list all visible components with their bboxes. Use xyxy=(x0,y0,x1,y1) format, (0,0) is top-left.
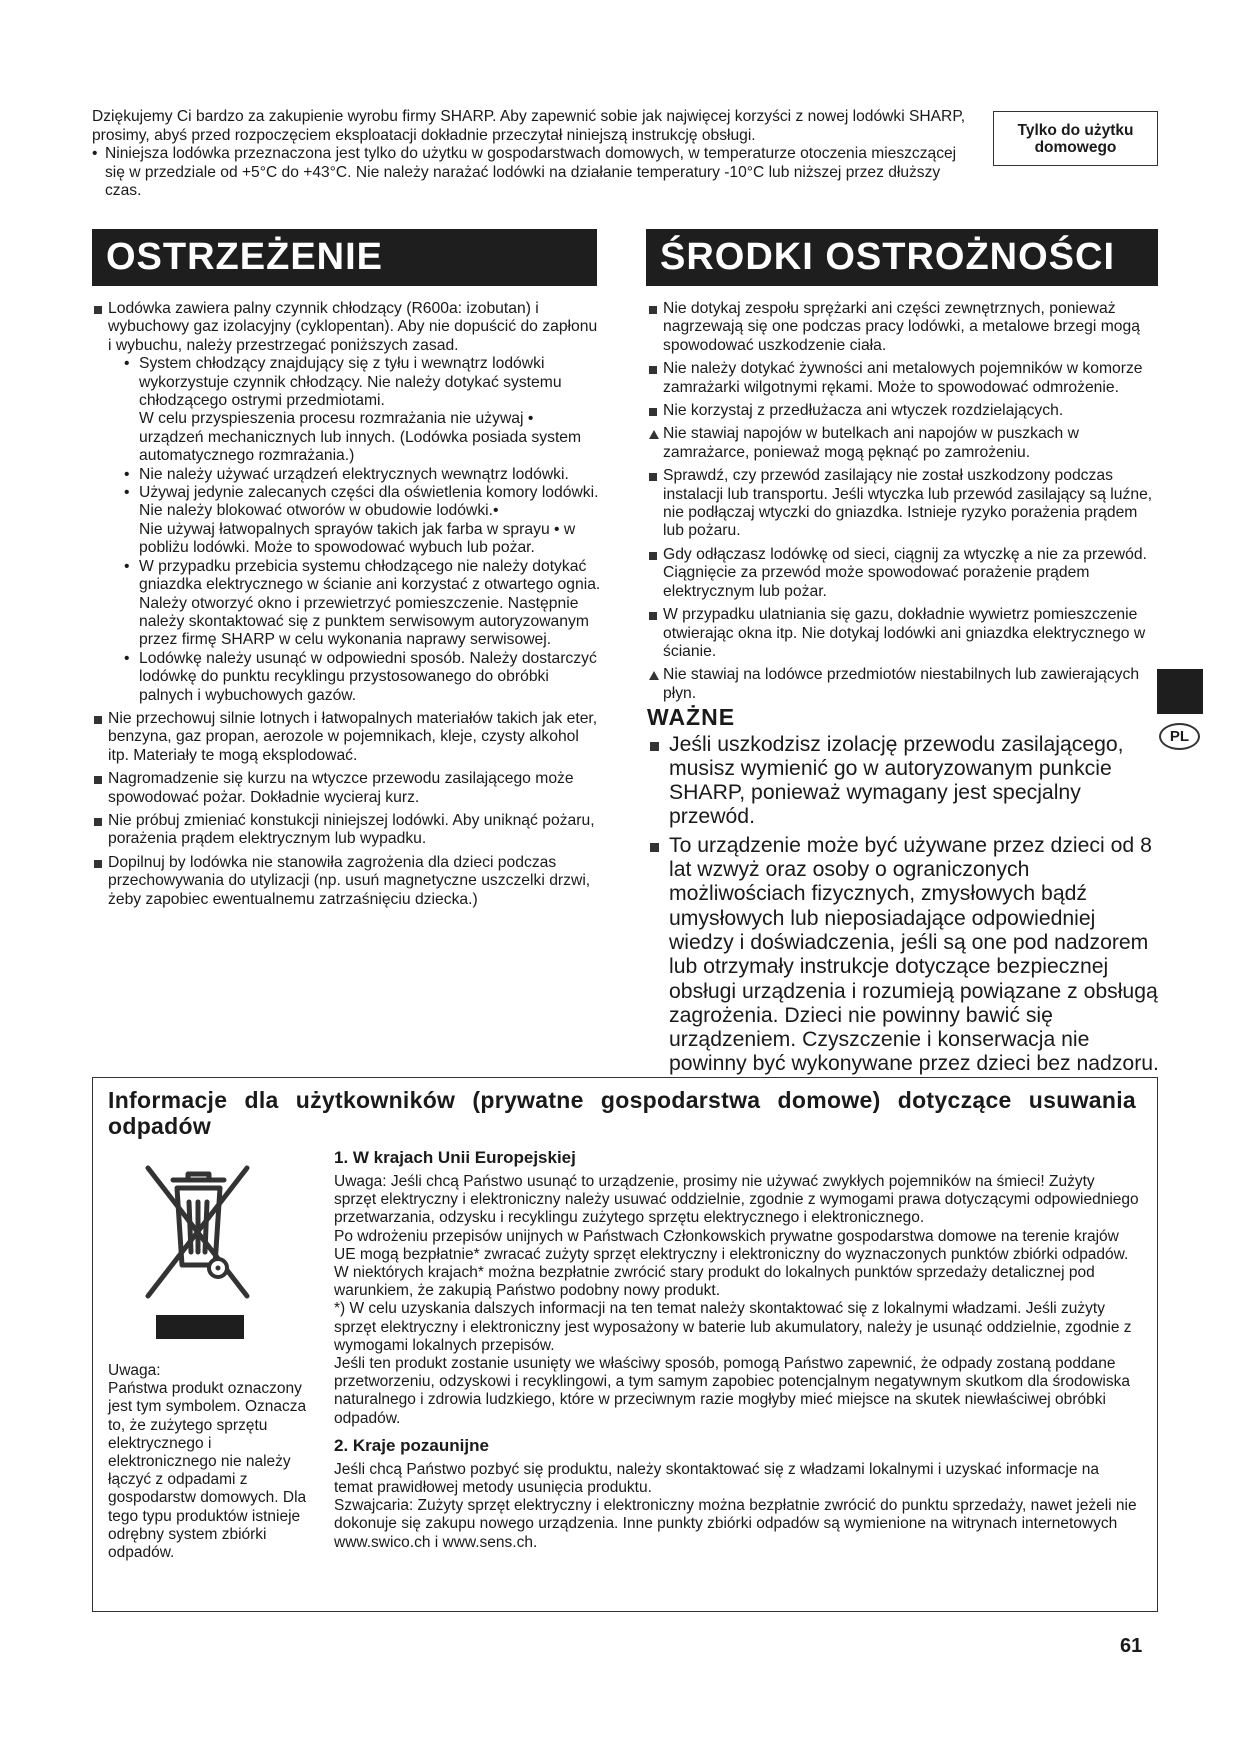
separate-collection-bar xyxy=(156,1315,244,1339)
disposal-note xyxy=(108,1362,313,1562)
warning-item: Dopilnuj by lodówka nie stanowiła zagrożenia dla dzieci podczas przechowywania do utylizacji (np. usuń magnetyczne uszczelki drzwi, żeby zapobiec ewentualnemu zatrzaśnięciu dziecka.) xyxy=(92,854,602,909)
note-title: Uwaga: xyxy=(108,1362,161,1379)
note-text: Państwa produkt oznaczony jest tym symbolem. Oznacza to, że zużytego sprzętu elektrycznego i elektronicznego nie należy łączyć z odpadami z gospodarstw domowych. Dla tego typu produktów istnieje odrębny system zbiórki odpadów. xyxy=(108,1380,307,1562)
important-item: To urządzenie może być używane przez dzieci od 8 lat wzwyż oraz osoby o ograniczonych możliwościach fizycznych, zmysłowych bądź umysłowych lub nieposiadające odpowiedniej wiedzy i doświadczenia, jeśli są one pod nadzorem lub otrzymały instrukcje dotyczące bezpiecznej obsługi urządzenia i rozumieją powiązane z obsługą zagrożenia. Dzieci nie powinny bawić się urządzeniem. Czyszczenie i konserwacja nie powinny być wykonywane przez dzieci bez nadzoru. xyxy=(647,834,1159,1077)
precautions-heading: ŚRODKI OSTROŻNOŚCI xyxy=(646,229,1158,286)
precaution-caution-item: Nie stawiaj napojów w butelkach ani napojów w puszkach w zamrażarce, ponieważ mogą pęknąć po zamrożeniu. xyxy=(647,425,1159,462)
intro-text xyxy=(92,108,972,201)
precaution-item: Nie dotykaj zespołu sprężarki ani części zewnętrznych, ponieważ nagrzewają się one podczas pracy lodówki, a metalowe brzegi mogą spowodować uszkodzenie ciała. xyxy=(647,300,1159,355)
language-tab-marker xyxy=(1157,669,1203,714)
warning-item: Nagromadzenie się kurzu na wtyczce przewodu zasilającego może spowodować pożar. Dokładnie wycieraj kurz. xyxy=(92,770,602,807)
crossed-bin-icon xyxy=(140,1162,255,1304)
warning-subitem: • Lodówkę należy usunąć w odpowiedni sposób. Należy dostarczyć lodówkę do punktu recyklingu przystosowanego do obróbki palnych i wybuchowych gazów. xyxy=(108,650,602,705)
warning-subitem: • W przypadku przebicia systemu chłodzącego nie należy dotykać gniazdka elektrycznego w ścianie ani korzystać z otwartego ognia. Należy otworzyć okno i przewietrzyć pomieszczenie. Następnie należy skontaktować się z punktem serwisowym autoryzowanym przez firmę SHARP w celu wykonania naprawy serwisowej. xyxy=(108,558,602,650)
disposal-paragraph: Uwaga: Jeśli chcą Państwo usunąć to urządzenie, prosimy nie używać zwykłych pojemników na śmieci! Zużyty sprzęt elektryczny i elektroniczny należy usuwać oddzielnie, zgodnie z wymogami prawa dotyczącymi odpowiedniego przetwarzania, odzysku i recyklingu zużytego sprzętu elektrycznego i elektronicznego. xyxy=(334,1173,1139,1227)
precaution-item: Nie korzystaj z przedłużacza ani wtyczek rozdzielających. xyxy=(647,402,1159,420)
warning-subitem: W celu przyspieszenia procesu rozmrażania nie używaj • urządzeń mechanicznych lub innych. (Lodówka posiada system automatycznego rozmrażania.) xyxy=(139,410,582,465)
eu-heading: 1. W krajach Unii Europejskiej xyxy=(334,1148,576,1167)
precaution-item: Nie należy dotykać żywności ani metalowych pojemników w komorze zamrażarki wilgotnymi rękami. Może to spowodować odmrożenie. xyxy=(647,360,1159,397)
disposal-paragraph: Szwajcaria: Zużyty sprzęt elektryczny i elektroniczny można bezpłatnie zwrócić do punktu sprzedaży, nawet jeżeli nie dokonuje się zakupu nowego urządzenia. Inne punkty zbiórki odpadów są wymienione na witrynach internetowych www.swico.ch i www.sens.ch. xyxy=(334,1497,1137,1551)
warning-subitem: • Używaj jedynie zalecanych części dla oświetlenia komory lodówki. xyxy=(108,484,602,502)
warning-subitem: Nie należy blokować otworów w obudowie lodówki.• xyxy=(139,502,499,520)
warning-sublist xyxy=(108,355,602,705)
disposal-paragraph: Jeśli chcą Państwo pozbyć się produktu, należy skontaktować się z władzami lokalnymi i uzyskać informacje na temat prawidłowej metody usunięcia produktu. xyxy=(334,1460,1100,1497)
important-list xyxy=(647,733,1159,1077)
warning-subitem: • Nie należy używać urządzeń elektrycznych wewnątrz lodówki. xyxy=(108,466,602,484)
important-item: Jeśli uszkodzisz izolację przewodu zasilającego, musisz wymienić go w autoryzowanym punkcie SHARP, ponieważ wymagany jest specjalny przewód. xyxy=(647,733,1159,830)
precaution-item: Sprawdź, czy przewód zasilający nie został uszkodzony podczas instalacji lub transportu. Jeśli wtyczka lub przewód zasilający są luźne, nie podłączaj wtyczki do gniazdka. Istnieje ryzyko porażenia prądem lub pożaru. xyxy=(647,467,1159,541)
warning-subitem: Nie używaj łatwopalnych sprayów takich jak farba w sprayu • w pobliżu lodówki. Może to spowodować wybuch lub pożar. xyxy=(139,520,576,557)
intro-paragraph: Dziękujemy Ci bardzo za zakupienie wyrobu firmy SHARP. Aby zapewnić sobie jak najwięcej korzyści z nowej lodówki SHARP, prosimy, abyś przed rozpoczęciem eksploatacji dokładnie przeczytał niniejszą instrukcję obsługi. xyxy=(92,108,966,144)
non-eu-heading: 2. Kraje pozaunijne xyxy=(334,1435,489,1455)
warning-item-text: Lodówka zawiera palny czynnik chłodzący (R600a: izobutan) i wybuchowy gaz izolacyjny (cyklopentan). Aby nie dopuścić do zapłonu i wybuchu, należy przestrzegać poniższych zasad. xyxy=(108,300,598,354)
disposal-paragraph: Po wdrożeniu przepisów unijnych w Państwach Członkowskich prywatne gospodarstwa domowe na terenie krajów UE mogą bezpłatnie* zwracać zużyty sprzęt elektryczny i elektroniczny do wyznaczonych punktów zbiórki odpadów. W niektórych krajach* można bezpłatnie zwrócić stary produkt do lokalnych punktów sprzedaży detalicznej pod warunkiem, że zakupią Państwo podobny nowy produkt. xyxy=(334,1227,1129,1300)
disposal-paragraph: *) W celu uzyskania dalszych informacji na ten temat należy skontaktować się z lokalnymi władzami. Jeśli zużyty sprzęt elektryczny i elektroniczny jest wyposażony w baterie lub akumulatory, należy je usunąć oddzielnie, zgodnie z wymogami lokalnych przepisów. xyxy=(334,1300,1132,1354)
warning-subitem: • System chłodzący znajdujący się z tyłu i wewnątrz lodówki wykorzystuje czynnik chłodzący. Nie należy dotykać systemu chłodzącego ostrymi przedmiotami. xyxy=(108,355,602,410)
warning-item xyxy=(92,300,602,705)
disposal-paragraph: Jeśli ten produkt zostanie usunięty we właściwy sposób, pomogą Państwo zapewnić, że odpady zostaną poddane przetworzeniu, odzyskowi i recyklingowi, a tym samym zapobiec potencjalnym negatywnym skutkom dla środowiska naturalnego i zdrowia ludzkiego, które w przeciwnym razie mogłyby mieć miejsce na skutek niewłaściwej obróbki odpadów. xyxy=(334,1355,1130,1427)
disposal-heading: Informacje dla użytkowników (prywatne gospodarstwa domowe) dotyczące usuwania odpadów xyxy=(108,1087,1136,1139)
warning-item: Nie przechowuj silnie lotnych i łatwopalnych materiałów takich jak eter, benzyna, gaz propan, aerozole w pojemnikach, kleje, czysty alkohol itp. Materiały te mogą eksplodować. xyxy=(92,710,602,765)
disposal-body xyxy=(334,1148,1139,1552)
important-heading: WAŻNE xyxy=(647,704,736,731)
precaution-item: Gdy odłączasz lodówkę od sieci, ciągnij za wtyczkę a nie za przewód. Ciągnięcie za przewód może spowodować porażenie prądem elektrycznym lub pożar. xyxy=(647,546,1159,601)
warning-heading: OSTRZEŻENIE xyxy=(92,229,597,286)
page-number: 61 xyxy=(1120,1635,1143,1657)
language-badge: PL xyxy=(1159,723,1200,750)
precautions-section xyxy=(647,300,1159,1081)
household-use-label: Tylko do użytku domowego xyxy=(993,111,1158,166)
warning-section xyxy=(92,300,602,914)
warning-item: Nie próbuj zmieniać konstukcji niniejszej lodówki. Aby uniknąć pożaru, porażenia prądem elektrycznym lub wypadku. xyxy=(92,812,602,849)
precaution-caution-item: Nie stawiaj na lodówce przedmiotów niestabilnych lub zawierających płyn. xyxy=(647,666,1159,703)
intro-bullet: • Niniejsza lodówka przeznaczona jest tylko do użytku w gospodarstwach domowych, w temperaturze otoczenia mieszczącej się w przedziale od +5°C do +43°C. Nie należy narażać lodówki na działanie temperatury -10°C lub niższej przez dłuższy czas. xyxy=(92,145,972,201)
precaution-item: W przypadku ulatniania się gazu, dokładnie wywietrz pomieszczenie otwierając okna itp. Nie dotykaj lodówki ani gniazdka elektrycznego w ścianie. xyxy=(647,606,1159,661)
